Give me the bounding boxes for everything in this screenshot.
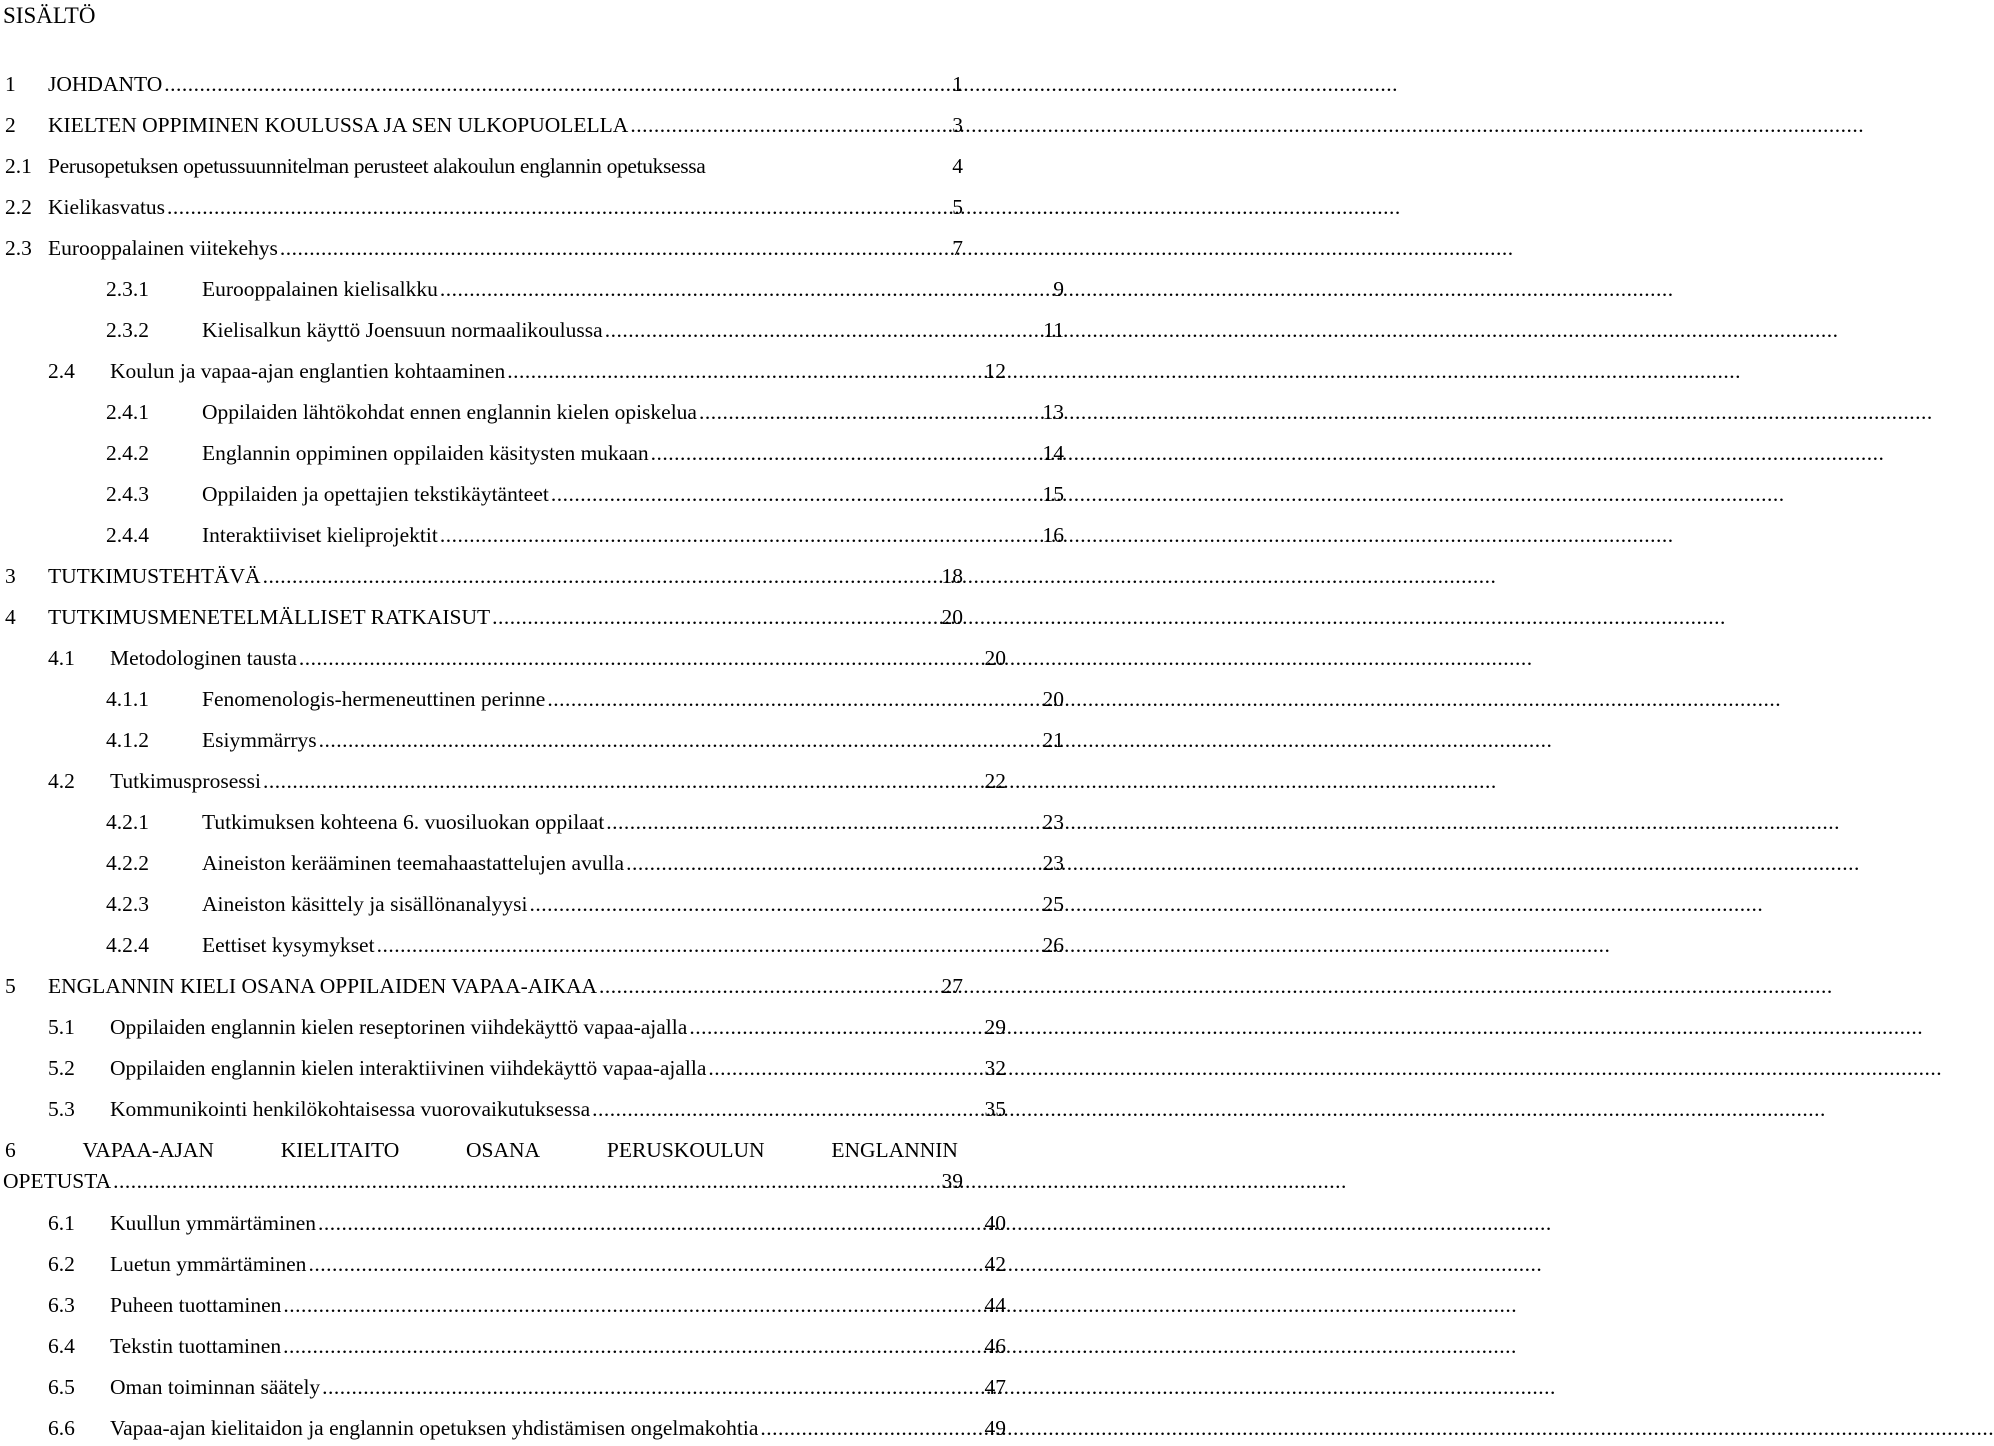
toc-leader-dots — [440, 519, 1042, 551]
toc-entry[interactable] — [0, 232, 963, 264]
page-title: SISÄLTÖ — [3, 3, 96, 28]
toc-entry[interactable] — [0, 68, 963, 100]
toc-entry-number: 2 — [5, 113, 16, 137]
toc-entry-page: 44 — [984, 1293, 1006, 1317]
toc-entry-number: 4.2.4 — [106, 933, 149, 957]
toc-entry-title-word: ENGLANNIN — [831, 1138, 958, 1162]
toc-leader-dots — [492, 601, 940, 633]
toc-entry-page: 3 — [952, 113, 963, 137]
toc-entry-page: 15 — [1042, 482, 1064, 506]
toc-entry-page: 26 — [1042, 933, 1064, 957]
toc-entry-title: Oppilaiden lähtökohdat ennen englannin kielen opiskelua — [202, 400, 697, 424]
toc-entry-title: Perusopetuksen opetussuunnitelman perusteet alakoulun englannin opetuksessa — [48, 154, 706, 178]
toc-leader-dots — [606, 806, 1041, 838]
toc-entry[interactable] — [0, 109, 963, 141]
toc-entry-title: Oppilaiden englannin kielen reseptorinen viihdekäyttö vapaa-ajalla — [110, 1015, 688, 1039]
toc-leader-dots — [547, 683, 1041, 715]
toc-entry-title: Kielikasvatus — [48, 195, 166, 219]
toc-entry-number: 6 — [5, 1138, 16, 1162]
toc-leader-dots — [529, 888, 1041, 920]
toc-entry-page: 1 — [952, 72, 963, 96]
toc-entry-title: KIELTEN OPPIMINEN KOULUSSA JA SEN ULKOPUOLELLA — [48, 113, 629, 137]
toc-entry[interactable] — [0, 601, 963, 633]
toc-leader-dots — [283, 1289, 983, 1321]
toc-entry[interactable] — [0, 888, 1064, 920]
toc-entry-title: Aineiston kerääminen teemahaastattelujen avulla — [202, 851, 625, 875]
toc-entry[interactable] — [0, 1330, 1006, 1362]
toc-entry-page: 40 — [984, 1211, 1006, 1235]
toc-entry-title: Eurooppalainen viitekehys — [48, 236, 278, 260]
toc-entry-page: 18 — [941, 564, 963, 588]
toc-entry-number: 6.1 — [48, 1211, 75, 1235]
toc-entry-title: Metodologinen tausta — [110, 646, 297, 670]
toc-entry-page: 11 — [1043, 318, 1064, 342]
toc-entry-number: 2.4.4 — [106, 523, 149, 547]
toc-entry-title: Koulun ja vapaa-ajan englantien kohtaaminen — [110, 359, 506, 383]
toc-entry-page: 25 — [1042, 892, 1064, 916]
toc-leader-dots — [651, 437, 1042, 469]
toc-entry-page: 35 — [984, 1097, 1006, 1121]
toc-leader-dots — [699, 396, 1042, 428]
toc-entry-title: Kuullun ymmärtäminen — [110, 1211, 317, 1235]
toc-entry[interactable] — [0, 847, 1064, 879]
toc-entry[interactable] — [0, 1207, 1006, 1239]
toc-entry-number: 5.2 — [48, 1056, 75, 1080]
toc-entry-page: 21 — [1042, 728, 1064, 752]
toc-entry[interactable] — [0, 273, 1064, 305]
toc-leader-dots — [299, 642, 984, 674]
toc-entry[interactable] — [0, 191, 963, 223]
toc-entry[interactable] — [0, 1371, 1006, 1403]
toc-entry-number: 4.2.1 — [106, 810, 149, 834]
toc-entry-page: 14 — [1042, 441, 1064, 465]
toc-leader-dots — [280, 232, 951, 264]
toc-entry-title-word: PERUSKOULUN — [606, 1138, 765, 1162]
toc-entry[interactable] — [0, 1093, 1006, 1125]
toc-entry-title: TUTKIMUSMENETELMÄLLISET RATKAISUT — [48, 605, 491, 629]
toc-entry[interactable] — [0, 642, 1006, 674]
toc-entry-page: 4 — [952, 154, 963, 178]
toc-entry-page: 13 — [1042, 400, 1064, 424]
toc-leader-dots — [263, 765, 984, 797]
toc-entry-page: 16 — [1042, 523, 1064, 547]
toc-entry-number: 2.3.2 — [106, 318, 149, 342]
toc-entry-title: Oppilaiden ja opettajien tekstikäytänteet — [202, 482, 549, 506]
toc-entry-title: Eurooppalainen kielisalkku — [202, 277, 438, 301]
toc-entry-number: 6.6 — [48, 1416, 75, 1440]
toc-entry-number: 2.4 — [48, 359, 75, 383]
toc-entry-number: 5 — [5, 974, 16, 998]
toc-entry-number: 4.1.1 — [106, 687, 149, 711]
toc-leader-dots — [708, 1052, 983, 1084]
toc-entry-page: 7 — [952, 236, 963, 260]
toc-entry[interactable] — [0, 314, 1064, 346]
toc-entry-number: 4.2 — [48, 769, 75, 793]
toc-entry-page: 23 — [1042, 810, 1064, 834]
toc-leader-dots — [605, 314, 1043, 346]
toc-leader-dots — [318, 1207, 983, 1239]
toc-entry[interactable] — [0, 355, 1006, 387]
toc-entry-number: 4.2.2 — [106, 851, 149, 875]
toc-leader-dots — [592, 1093, 983, 1125]
toc-entry-title: Interaktiiviset kieliprojektit — [202, 523, 438, 547]
toc-entry-number: 2.1 — [5, 154, 32, 178]
toc-entry-title: Kielisalkun käyttö Joensuun normaalikoulussa — [202, 318, 603, 342]
toc-entry-page: 22 — [984, 769, 1006, 793]
toc-entry-title: Oman toiminnan säätely — [110, 1375, 321, 1399]
toc-entry-number: 4.2.3 — [106, 892, 149, 916]
toc-entry-number: 2.4.2 — [106, 441, 149, 465]
toc-leader-dots — [551, 478, 1042, 510]
toc-entry[interactable] — [0, 396, 1064, 428]
toc-entry-page: 20 — [984, 646, 1006, 670]
toc-entry-number: 2.4.3 — [106, 482, 149, 506]
toc-leader-dots — [319, 724, 1042, 756]
toc-entry-title: Englannin oppiminen oppilaiden käsitysten mukaan — [202, 441, 649, 465]
toc-entry-page: 32 — [984, 1056, 1006, 1080]
toc-entry-title: TUTKIMUSTEHTÄVÄ — [48, 564, 261, 588]
toc-entry-title: Kommunikointi henkilökohtaisessa vuorovaikutuksessa — [110, 1097, 591, 1121]
toc-entry-page: 5 — [952, 195, 963, 219]
toc-entry-page: 46 — [984, 1334, 1006, 1358]
toc-entry-title: JOHDANTO — [48, 72, 163, 96]
toc-entry-number: 4.1.2 — [106, 728, 149, 752]
toc-entry[interactable] — [0, 150, 963, 182]
toc-entry-chapter-6-line-1[interactable] — [5, 1134, 958, 1166]
toc-leader-dots — [283, 1330, 983, 1362]
toc-entry-number: 4.1 — [48, 646, 75, 670]
toc-entry-page: 23 — [1042, 851, 1064, 875]
toc-leader-dots — [113, 1165, 940, 1197]
toc-entry-page: 47 — [984, 1375, 1006, 1399]
toc-entry-title: Oppilaiden englannin kielen interaktiivinen viihdekäyttö vapaa-ajalla — [110, 1056, 707, 1080]
toc-entry-number: 2.4.1 — [106, 400, 149, 424]
toc-entry-number: 2.2 — [5, 195, 32, 219]
toc-entry-title: Esiymmärrys — [202, 728, 317, 752]
toc-entry-title: Puheen tuottaminen — [110, 1293, 282, 1317]
toc-entry[interactable] — [0, 765, 1006, 797]
toc-leader-dots — [760, 1412, 983, 1444]
toc-entry-number: 5.3 — [48, 1097, 75, 1121]
toc-entry-page: 29 — [984, 1015, 1006, 1039]
toc-entry-page: 20 — [1042, 687, 1064, 711]
toc-entry-number: 4 — [5, 605, 16, 629]
toc-entry-number: 6.4 — [48, 1334, 75, 1358]
toc-entry-title: Eettiset kysymykset — [202, 933, 375, 957]
toc-entry[interactable] — [0, 560, 963, 592]
toc-entry-number: 6.3 — [48, 1293, 75, 1317]
toc-entry-number: 2.3 — [5, 236, 32, 260]
toc-entry[interactable] — [0, 1011, 1006, 1043]
toc-entry-page: 27 — [941, 974, 963, 998]
toc-entry-title: OPETUSTA — [3, 1169, 112, 1193]
toc-entry-title-word: KIELITAITO — [280, 1138, 400, 1162]
toc-entry-page: 39 — [941, 1169, 963, 1193]
toc-entry-title: ENGLANNIN KIELI OSANA OPPILAIDEN VAPAA-AIKAA — [48, 974, 598, 998]
toc-entry[interactable] — [0, 683, 1064, 715]
toc-leader-dots — [167, 191, 951, 223]
toc-entry[interactable] — [0, 724, 1064, 756]
toc-entry[interactable] — [0, 970, 963, 1002]
toc-leader-dots — [322, 1371, 983, 1403]
toc-leader-dots — [689, 1011, 983, 1043]
toc-entry-number: 3 — [5, 564, 16, 588]
toc-entry-number: 6.2 — [48, 1252, 75, 1276]
toc-entry[interactable] — [0, 1289, 1006, 1321]
toc-entry-page: 49 — [984, 1416, 1006, 1440]
toc-leader-dots — [164, 68, 951, 100]
toc-entry-page: 9 — [1053, 277, 1064, 301]
toc-leader-dots — [308, 1248, 983, 1280]
toc-leader-dots — [626, 847, 1041, 879]
toc-entry[interactable] — [0, 1412, 1006, 1444]
toc-entry-page: 12 — [984, 359, 1006, 383]
toc-entry-number: 5.1 — [48, 1015, 75, 1039]
toc-entry-title: Aineiston käsittely ja sisällönanalyysi — [202, 892, 528, 916]
toc-leader-dots — [263, 560, 941, 592]
toc-entry-page: 42 — [984, 1252, 1006, 1276]
toc-entry-title-word: OSANA — [466, 1138, 541, 1162]
toc-entry-title: Luetun ymmärtäminen — [110, 1252, 307, 1276]
toc-entry-number: 2.3.1 — [106, 277, 149, 301]
toc-leader-dots — [630, 109, 951, 141]
toc-entry-number: 1 — [5, 72, 16, 96]
toc-leader-dots — [377, 929, 1042, 961]
toc-entry-title: Tekstin tuottaminen — [110, 1334, 282, 1358]
toc-entry-title: Vapaa-ajan kielitaidon ja englannin opetuksen yhdistämisen ongelmakohtia — [110, 1416, 759, 1440]
toc-leader-dots — [599, 970, 940, 1002]
toc-entry-chapter-6-line-2[interactable] — [0, 1165, 963, 1197]
toc-entry[interactable] — [0, 806, 1064, 838]
toc-entry[interactable] — [0, 478, 1064, 510]
toc-entry[interactable] — [0, 1052, 1006, 1084]
toc-entry-title: Tutkimusprosessi — [110, 769, 261, 793]
toc-entry-title-word: VAPAA-AJAN — [82, 1138, 214, 1162]
toc-entry-title: Tutkimuksen kohteena 6. vuosiluokan oppilaat — [202, 810, 605, 834]
toc-entry[interactable] — [0, 519, 1064, 551]
toc-entry-title: Fenomenologis-hermeneuttinen perinne — [202, 687, 546, 711]
toc-entry[interactable] — [0, 1248, 1006, 1280]
toc-leader-dots — [507, 355, 983, 387]
toc-entry[interactable] — [0, 929, 1064, 961]
toc-entry[interactable] — [0, 437, 1064, 469]
toc-entry-number: 6.5 — [48, 1375, 75, 1399]
toc-leader-dots — [440, 273, 1052, 305]
toc-entry-page: 20 — [941, 605, 963, 629]
